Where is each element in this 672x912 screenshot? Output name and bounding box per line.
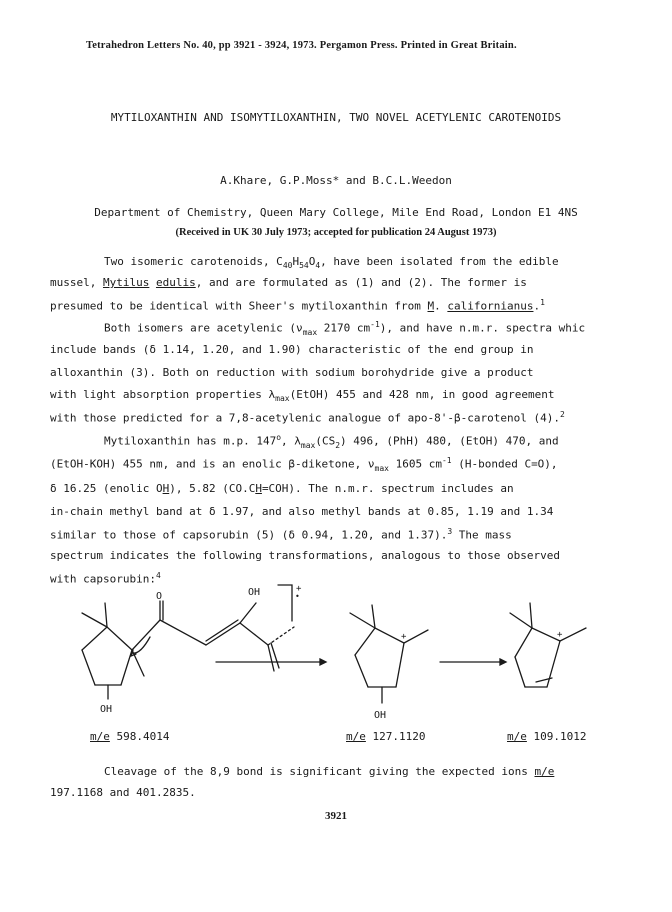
para3-line4: in-chain methyl band at δ 1.97, and also methyl bands at 0.85, 1.19 and 1.34 (50, 505, 554, 518)
para2-line3: alloxanthin (3). Both on reduction with sodium borohydride give a product (50, 366, 534, 379)
affiliation: Department of Chemistry, Queen Mary College, Mile End Road, London E1 4NS (94, 206, 578, 219)
para1-line2: mussel, Mytilus edulis, and are formulated as (1) and (2). The former is (50, 276, 527, 289)
para3-line2: (EtOH-KOH) 455 nm, and is an enolic β-diketone, $\nu_{max}$ 1605 $cm^{-1}$ (H-bonded C=O), (50, 456, 558, 473)
cation-plus-3: + (557, 630, 563, 640)
article-title: MYTILOXANTHIN AND ISOMYTILOXANTHIN, TWO NOVEL ACETYLENIC CAROTENOIDS (110, 111, 562, 124)
molecule-1-structure (82, 585, 294, 699)
para1-line3: presumed to be identical with Sheer's mytiloxanthin from M. californianus.$^1$ (50, 298, 545, 313)
para3-line7: with capsorubin:$^4$ (50, 571, 161, 586)
mass-label-2: m/e 127.1120 (346, 730, 426, 743)
para2-line4: with light absorption properties $\lambda_{max}(EtOH)$ 455 and 428 nm, in good agreement (50, 388, 555, 404)
para3-line1: Mytiloxanthin has m.p. 147$^o$, $\lambda_{max}(CS_2)$ 496, (PhH) 480, (EtOH) 470, and (104, 433, 559, 450)
para2-line2: include bands (δ 1.14, 1.20, and 1.90) characteristic of the end group in (50, 343, 534, 356)
reaction-scheme (0, 575, 672, 725)
mass-label-3: m/e 109.1012 (507, 730, 587, 743)
para3-line5: similar to those of capsorubin (5) (δ 0.94, 1.20, and 1.37).$^3$ The mass (50, 527, 512, 542)
authors: A.Khare, G.P.Moss* and B.C.L.Weedon (220, 174, 452, 187)
molecule-2-structure (350, 605, 428, 703)
page-number: 3921 (325, 810, 347, 822)
para2-line5: with those predicted for a 7,8-acetylenic analogue of apo-8'-β-carotenol (4).$^2$ (50, 410, 565, 425)
para1-line1: Two isomeric carotenoids, $C_{40}H_{54}O_4$, have been isolated from the edible (104, 255, 559, 271)
para4-line1: Cleavage of the 8,9 bond is significant giving the expected ions m/e (104, 765, 555, 778)
radical-dot: • (295, 592, 300, 601)
cation-plus-2: + (401, 632, 407, 642)
enol-oh-label: OH (248, 587, 261, 598)
ring-oh-label-2: OH (374, 710, 387, 721)
molecule-3-structure (510, 603, 586, 687)
radical-cation-charge: + (296, 584, 302, 594)
received-date: (Received in UK 30 July 1973; accepted for publication 24 August 1973) (175, 227, 497, 238)
para3-line6: spectrum indicates the following transformations, analogous to those observed (50, 549, 560, 562)
mass-label-1: m/e 598.4014 (90, 730, 170, 743)
para3-line3: δ 16.25 (enolic OH), 5.82 (CO.CH=COH). The n.m.r. spectrum includes an (50, 482, 514, 495)
ring-oh-label-1: OH (100, 704, 113, 715)
journal-header: Tetrahedron Letters No. 40, pp 3921 - 3924, 1973. Pergamon Press. Printed in Great Britain. (86, 40, 517, 51)
para2-line1: Both isomers are acetylenic ($\nu_{max}$ 2170 $cm^{-1}$), and have n.m.r. spectra whic (104, 320, 586, 337)
para4-line2: 197.1168 and 401.2835. (50, 786, 196, 799)
carbonyl-oxygen-label: O (156, 591, 163, 602)
